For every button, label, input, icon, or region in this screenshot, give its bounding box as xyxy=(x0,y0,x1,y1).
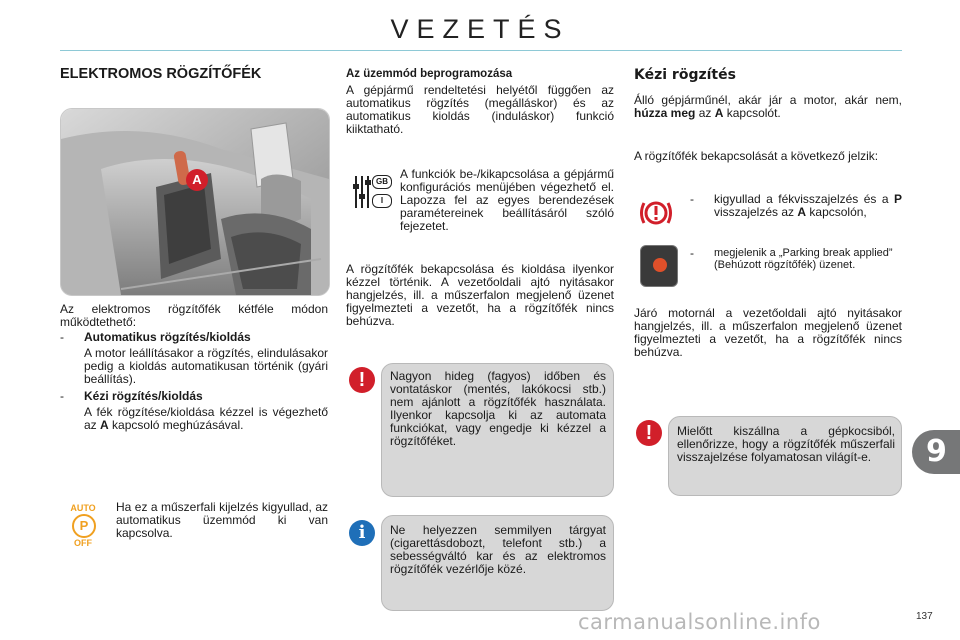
brake-warning-icon xyxy=(638,197,674,229)
page-number: 137 xyxy=(916,611,933,622)
cold-weather-warning-box xyxy=(381,363,614,497)
manual-release-text: A rögzítőfék bekapcsolása és kioldása ilyenkor kézzel történik. A vezetőoldali ajtó nyitásakor hangjelzés, ill. a műszerfalon megjelenő üzenet figyelmezteti a vezetőt, ha a rögzítőfék nincs behúzva. xyxy=(346,262,614,328)
item-manual-title: Kézi rögzítés/kioldás xyxy=(84,389,203,403)
item-manual-text: A fék rögzítése/kioldása kézzel is végezhető az A kapcsoló meghúzásával. xyxy=(84,405,328,432)
item-auto-text: A motor leállításakor a rögzítés, elindulásakor pedig a kioldás automatikusan történik (gyári beállítás). xyxy=(84,346,328,386)
section-heading-programming: Az üzemmód beprogramozása xyxy=(346,68,513,80)
off-label: OFF xyxy=(74,538,92,548)
warning-icon: ! xyxy=(349,367,375,393)
section-heading-manual: Kézi rögzítés xyxy=(634,67,736,83)
auto-label: AUTO xyxy=(70,503,96,513)
parking-p-icon: P xyxy=(72,514,96,538)
i-badge: I xyxy=(372,194,392,208)
info-icon: i xyxy=(349,520,375,546)
object-info-text: Ne helyezzen semmilyen tárgyat (cigarettásdobozt, telefont stb.) a sebességváltó kar és az elektromos rögzítőfék vezérlője közé. xyxy=(390,523,606,576)
config-text: A funkciók be-/kikapcsolása a gépjármű konfigurációs menüjében végezhető el. Lapozza fel az egyes berendezések paramétereinek beállításáról szóló fejezetet. xyxy=(400,167,614,233)
bullet-dash-1: - xyxy=(60,330,64,344)
switch-indicator-icon xyxy=(640,245,678,287)
intro-text: Az elektromos rögzítőfék kétféle módon működtethető: xyxy=(60,302,328,329)
chapter-number: 9 xyxy=(926,434,947,469)
object-info-box xyxy=(381,515,614,611)
config-menu-icon xyxy=(352,172,392,212)
leaving-vehicle-warning-box xyxy=(668,416,902,496)
programming-text: A gépjármű rendeltetési helyétől függően az automatikus rögzítés (megálláskor) és az automatikus kioldás (induláskor) funkció kiiktatható. xyxy=(346,83,614,136)
header-divider xyxy=(60,50,902,51)
bullet-dash-3: - xyxy=(690,192,694,206)
console-illustration xyxy=(61,109,329,295)
auto-off-text: Ha ez a műszerfali kijelzés kigyullad, az automatikus üzemmód ki van kapcsolva. xyxy=(116,500,328,540)
gb-badge: GB xyxy=(372,175,392,189)
indicator-bullet-1: kigyullad a fékvisszajelzés és a P visszajelzés az A kapcsolón, xyxy=(714,192,902,219)
bullet-dash-2: - xyxy=(60,389,64,403)
leaving-vehicle-warning-text: Mielőtt kiszállna a gépkocsiból, ellenőrizze, hogy a rögzítőfék műszerfali visszajelzése folyamatosan világít-e. xyxy=(677,424,895,464)
page-title: VEZETÉS xyxy=(390,14,570,44)
cold-weather-warning-text: Nagyon hideg (fagyos) időben és vontatáskor (mentés, lakókocsi stb.) nem ajánlott a rögzítőfék használata. Ilyenkor kapcsolja ki az automata funkciókat, vagy engedje ki kézzel a rögzítőféket. xyxy=(390,369,606,448)
console-photo xyxy=(60,108,330,296)
indicator-bullet-2: megjelenik a „Parking break applied” (Behúzott rögzítőfék) üzenet. xyxy=(714,247,893,271)
door-open-warning-text: Járó motornál a vezetőoldali ajtó nyitásakor hangjelzés, ill. a műszerfalon megjelenő üzenet figyelmezteti a vezetőt, ha a rögzítőfék nincs behúzva. xyxy=(634,306,902,359)
indicators-intro-text: A rögzítőfék bekapcsolását a következő jelzik: xyxy=(634,149,879,163)
warning-icon-2: ! xyxy=(636,420,662,446)
section-heading-electric-brake: ELEKTROMOS RÖGZÍTŐFÉK xyxy=(60,66,262,82)
manual-apply-text: Álló gépjárműnél, akár jár a motor, akár nem, húzza meg az A kapcsolót. xyxy=(634,93,902,120)
auto-off-indicator xyxy=(63,503,103,549)
watermark: carmanualsonline.info xyxy=(578,610,821,634)
bullet-dash-4: - xyxy=(690,246,694,260)
switch-a-label: A xyxy=(186,169,208,191)
item-auto-title: Automatikus rögzítés/kioldás xyxy=(84,330,251,344)
chapter-tab[interactable] xyxy=(912,430,960,474)
